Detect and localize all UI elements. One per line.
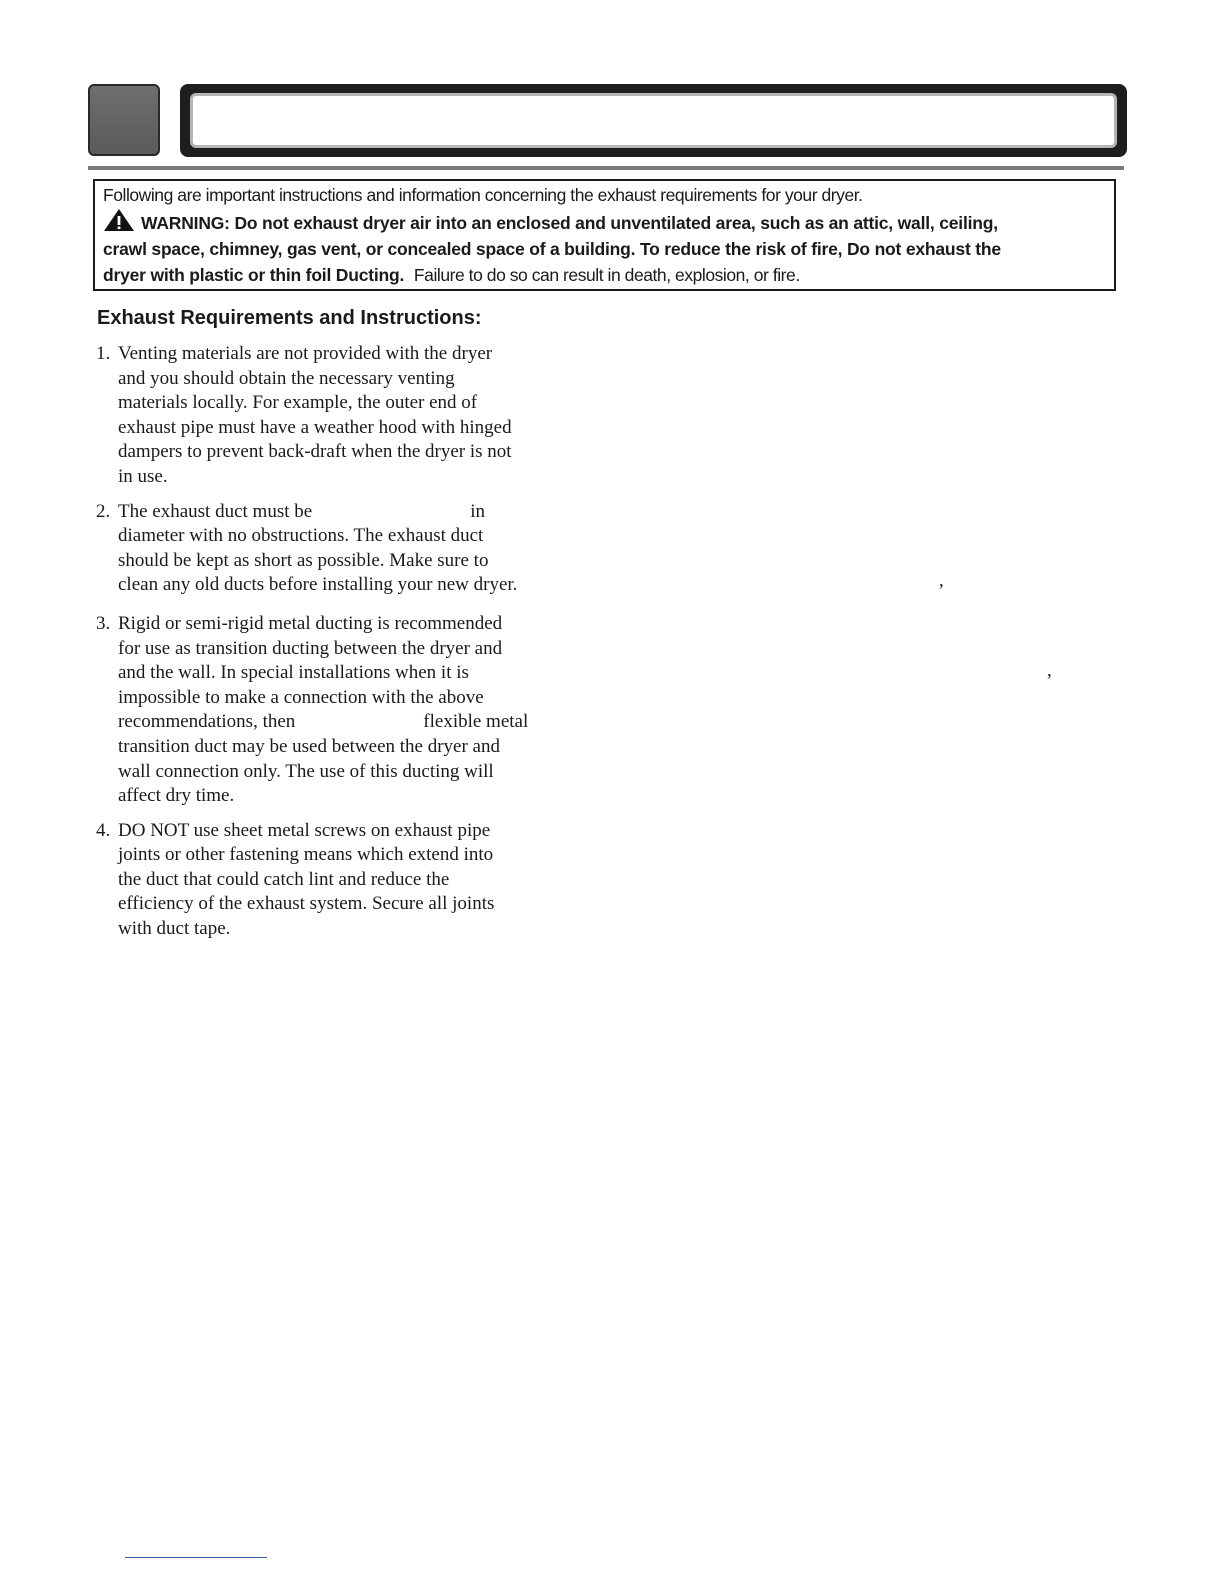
list-item-line: efficiency of the exhaust system. Secure all joints	[118, 893, 495, 915]
list-item-line: dampers to prevent back-draft when the dryer is not	[118, 441, 512, 463]
section-title-bar	[180, 84, 1127, 157]
list-item-line: joints or other fastening means which extend into	[118, 844, 494, 866]
list-item-line: with duct tape.	[118, 918, 231, 940]
warning-line-1	[103, 208, 1106, 236]
warning-text-line-2: crawl space, chimney, gas vent, or concealed space of a building. To reduce the risk of fire, Do not exhaust the	[103, 239, 1001, 259]
list-item-line: affect dry time.	[118, 785, 235, 807]
section-number-tab	[88, 84, 160, 156]
list-item-line: impossible to make a connection with the above	[118, 686, 484, 708]
header-divider	[88, 166, 1124, 170]
list-item-line: materials locally. For example, the outer end of	[118, 392, 478, 414]
intro-text: Following are important instructions and information concerning the exhaust requirements for your dryer.	[103, 185, 863, 205]
recommendation-text: recommendations, then	[118, 711, 296, 733]
list-item-line: diameter with no obstructions. The exhaust duct	[118, 525, 484, 547]
list-item-line: and the wall. In special installations when it is	[118, 662, 469, 684]
list-item-number: 4.	[96, 819, 111, 841]
list-item	[96, 612, 566, 809]
warning-text-line-3: dryer with plastic or thin foil Ducting.	[103, 265, 405, 285]
list-item-line: exhaust pipe must have a weather hood with hinged	[118, 416, 512, 438]
list-item	[96, 819, 566, 942]
list-item-line: the duct that could catch lint and reduce the	[118, 868, 450, 890]
list-item	[96, 500, 566, 598]
list-item-line: for use as transition ducting between the dryer and	[118, 637, 503, 659]
flexible-metal-text: flexible metal	[423, 711, 529, 733]
warning-triangle-icon	[103, 208, 135, 232]
list-item-line: wall connection only. The use of this ducting will	[118, 760, 494, 782]
list-item-line: and you should obtain the necessary venting	[118, 367, 455, 389]
section-title-bar-inner	[190, 93, 1117, 148]
list-item-line: Rigid or semi-rigid metal ducting is recommended	[118, 612, 503, 634]
list-item-line: Venting materials are not provided with the dryer	[118, 343, 493, 364]
stray-mark: ,	[939, 570, 944, 591]
list-item-line	[118, 500, 566, 525]
warning-text-line-1: WARNING: Do not exhaust dryer air into an enclosed and unventilated area, such as an attic, wall, ceiling,	[141, 213, 998, 233]
duct-unit-text: in	[470, 500, 485, 522]
stray-mark: ,	[1047, 660, 1052, 681]
list-item-line: in use.	[118, 465, 168, 487]
list-item-line: should be kept as short as possible. Make sure to	[118, 549, 489, 571]
section-heading: Exhaust Requirements and Instructions:	[97, 307, 482, 329]
duct-requirement-text: The exhaust duct must be	[118, 500, 313, 522]
list-item-number: 2.	[96, 500, 111, 522]
warning-line-3	[103, 262, 1106, 288]
list-item-number: 3.	[96, 612, 111, 634]
exhaust-requirements-list	[96, 342, 566, 952]
list-item	[96, 342, 566, 490]
footer-link-underline[interactable]	[125, 1557, 267, 1558]
warning-consequence: Failure to do so can result in death, explosion, or fire.	[413, 265, 800, 285]
warning-box	[93, 179, 1116, 291]
list-item-line: clean any old ducts before installing your new dryer.	[118, 574, 518, 596]
list-item-line: DO NOT use sheet metal screws on exhaust pipe	[118, 819, 491, 841]
list-item-number: 1.	[96, 343, 111, 364]
list-item-line	[118, 710, 566, 735]
list-item-line: transition duct may be used between the dryer and	[118, 735, 500, 757]
